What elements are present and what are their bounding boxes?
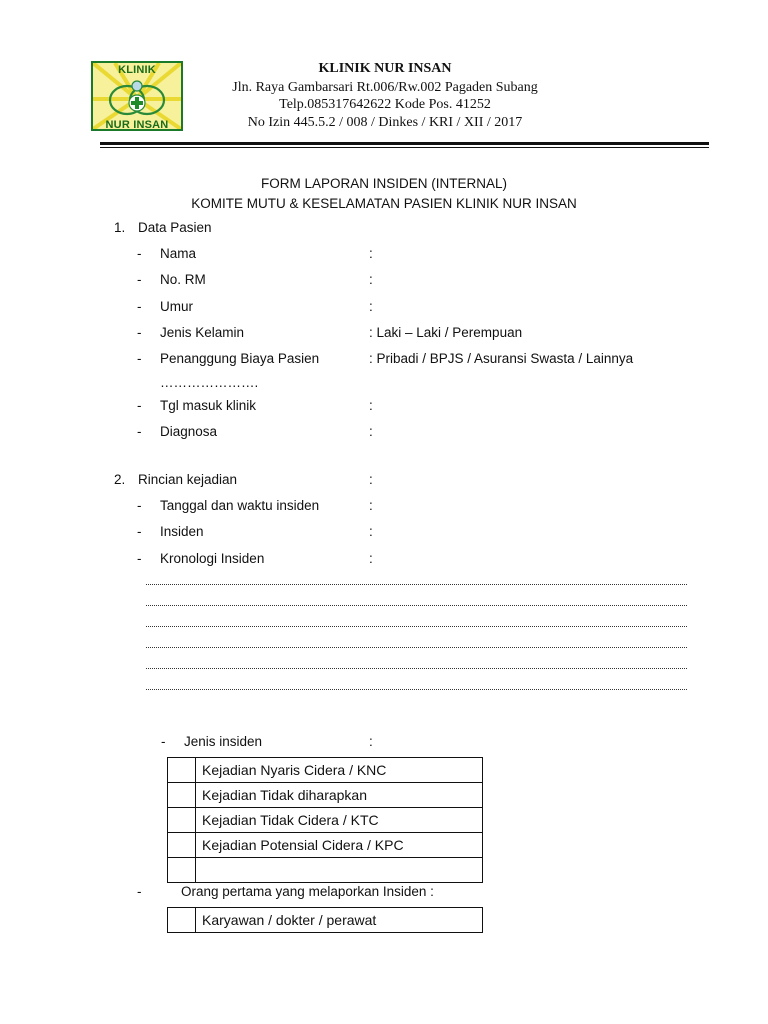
clinic-address: Jln. Raya Gambarsari Rt.006/Rw.002 Pagaden Subang — [232, 80, 538, 95]
field-label: Umur — [160, 299, 193, 314]
table-row — [168, 808, 483, 833]
field-label: Jenis Kelamin — [160, 325, 245, 340]
checkbox-cell[interactable] — [168, 758, 196, 783]
logo-top-text: KLINIK — [118, 64, 156, 76]
field-bullet: - — [137, 272, 142, 287]
field-bullet: - — [137, 351, 142, 366]
kronologi-writing-line[interactable] — [146, 626, 687, 627]
field-value: : Pribadi / BPJS / Asuransi Swasta / Lainnya — [369, 351, 634, 366]
field-value: : Laki – Laki / Perempuan — [369, 325, 523, 340]
checkbox-cell[interactable] — [168, 858, 196, 883]
field-bullet: - — [137, 246, 142, 261]
kronologi-writing-line[interactable] — [146, 647, 687, 648]
field-value: : — [369, 398, 373, 413]
field-label: Tgl masuk klinik — [160, 398, 257, 413]
section1-title: Data Pasien — [138, 220, 212, 235]
jenis-insiden-bullet: - — [161, 734, 166, 749]
table-row — [168, 833, 483, 858]
header-divider — [100, 142, 709, 145]
clinic-name: KLINIK NUR INSAN — [318, 61, 452, 76]
clinic-phone: Telp.085317642622 Kode Pos. 41252 — [279, 97, 491, 112]
field-label: Tanggal dan waktu insiden — [160, 498, 320, 513]
field-value: : — [369, 272, 373, 287]
field-value: : — [369, 299, 373, 314]
field-label: No. RM — [160, 272, 206, 287]
option-label: Kejadian Tidak Cidera / KTC — [196, 808, 483, 833]
field-value: : — [369, 246, 373, 261]
kronologi-writing-line[interactable] — [146, 605, 687, 606]
pelapor-table — [167, 907, 483, 933]
option-label: Kejadian Tidak diharapkan — [196, 783, 483, 808]
field-bullet: - — [137, 325, 142, 340]
section2-title: Rincian kejadian — [138, 472, 238, 487]
field-bullet: - — [137, 398, 142, 413]
field-bullet: - — [137, 551, 142, 566]
logo-bottom-text: NUR INSAN — [105, 119, 169, 131]
field-bullet: - — [137, 424, 142, 439]
header-divider-thin — [100, 147, 709, 148]
option-label-blank[interactable] — [196, 858, 483, 883]
field-bullet: - — [137, 524, 142, 539]
clinic-permit: No Izin 445.5.2 / 008 / Dinkes / KRI / XII / 2017 — [247, 115, 523, 130]
field-bullet: - — [137, 299, 142, 314]
section1-number: 1. — [114, 220, 126, 235]
option-label: Karyawan / dokter / perawat — [196, 908, 483, 933]
field-bullet: - — [137, 498, 142, 513]
clinic-logo — [91, 61, 183, 131]
jenis-insiden-table — [167, 757, 483, 883]
table-row — [168, 758, 483, 783]
table-row — [168, 783, 483, 808]
checkbox-cell[interactable] — [168, 908, 196, 933]
section2-number: 2. — [114, 472, 126, 487]
field-label: Kronologi Insiden — [160, 551, 265, 566]
form-title: FORM LAPORAN INSIDEN (INTERNAL) — [260, 176, 508, 191]
section2-colon: : — [369, 472, 373, 487]
field-label: Diagnosa — [160, 424, 218, 439]
field-value: : — [369, 551, 373, 566]
table-row — [168, 908, 483, 933]
jenis-insiden-label: Jenis insiden — [184, 734, 263, 749]
form-subtitle: KOMITE MUTU & KESELAMATAN PASIEN KLINIK NUR INSAN — [191, 196, 577, 211]
table-row — [168, 858, 483, 883]
jenis-insiden-colon: : — [369, 734, 373, 749]
kronologi-writing-line[interactable] — [146, 668, 687, 669]
field-value: : — [369, 524, 373, 539]
lainnya-continuation: …………………. — [160, 375, 259, 390]
kronologi-writing-line[interactable] — [146, 689, 687, 690]
kronologi-writing-line[interactable] — [146, 584, 687, 585]
checkbox-cell[interactable] — [168, 783, 196, 808]
checkbox-cell[interactable] — [168, 808, 196, 833]
field-label: Nama — [160, 246, 197, 261]
field-label: Penanggung Biaya Pasien — [160, 351, 320, 366]
field-label: Insiden — [160, 524, 204, 539]
option-label: Kejadian Nyaris Cidera / KNC — [196, 758, 483, 783]
pelapor-label: Orang pertama yang melaporkan Insiden : — [181, 884, 434, 899]
field-value: : — [369, 424, 373, 439]
pelapor-bullet: - — [137, 884, 142, 899]
option-label: Kejadian Potensial Cidera / KPC — [196, 833, 483, 858]
field-value: : — [369, 498, 373, 513]
checkbox-cell[interactable] — [168, 833, 196, 858]
